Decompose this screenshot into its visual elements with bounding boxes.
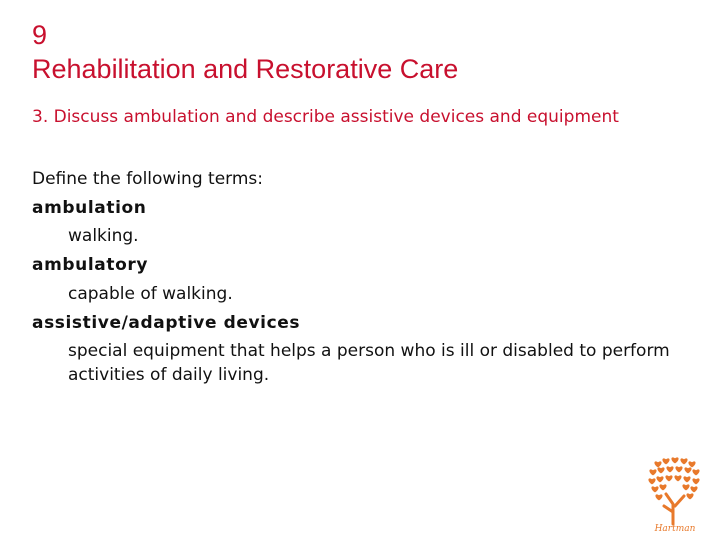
heart-leaf-icon bbox=[682, 484, 689, 490]
heart-leaf-icon bbox=[692, 469, 699, 475]
heart-leaf-icon bbox=[659, 484, 666, 490]
heart-leaf-icon bbox=[655, 494, 662, 500]
heart-leaf-icon bbox=[662, 458, 669, 464]
heart-leaf-icon bbox=[665, 475, 672, 481]
heart-leaf-icon bbox=[657, 467, 664, 473]
heart-leaf-icon bbox=[671, 457, 678, 463]
definition-ambulation: walking. bbox=[68, 226, 139, 246]
heart-leaf-icon bbox=[649, 469, 656, 475]
heart-leaf-icon bbox=[688, 461, 695, 467]
definition-ambulatory: capable of walking. bbox=[68, 283, 233, 304]
heart-tree-icon bbox=[644, 456, 706, 534]
heart-leaf-icon bbox=[674, 475, 681, 481]
term-ambulatory: ambulatory bbox=[32, 255, 149, 275]
heart-leaf-icon bbox=[654, 461, 661, 467]
logo-wordmark: Hartman bbox=[654, 524, 696, 534]
heart-leaf-icon bbox=[656, 476, 663, 482]
chapter-number: 9 bbox=[32, 20, 48, 50]
heart-leaf-icon bbox=[648, 478, 655, 484]
term-assistive-devices: assistive/adaptive devices bbox=[32, 312, 301, 333]
heart-leaf-icon bbox=[692, 478, 699, 484]
heart-leaf-icon bbox=[675, 466, 682, 472]
definition-assistive-devices: special equipment that helps a person who is ill or disabled to perform activities of daily living. bbox=[68, 341, 670, 385]
heart-leaf-icon bbox=[666, 466, 673, 472]
chapter-title: Rehabilitation and Restorative Care bbox=[32, 54, 459, 84]
slide-header bbox=[32, 18, 458, 86]
heart-leaf-icon bbox=[684, 467, 691, 473]
heart-leaf-icon bbox=[690, 486, 697, 492]
hartman-logo bbox=[644, 456, 706, 534]
terms-intro: Define the following terms: bbox=[32, 169, 263, 189]
heart-leaf-icon bbox=[680, 458, 687, 464]
heart-leaf-icon bbox=[686, 493, 693, 499]
learning-objective: 3. Discuss ambulation and describe assistive devices and equipment bbox=[32, 107, 619, 127]
term-ambulation: ambulation bbox=[32, 197, 147, 218]
heart-leaf-icon bbox=[651, 486, 658, 492]
heart-leaf-icon bbox=[683, 476, 690, 482]
terms-section bbox=[32, 165, 702, 390]
